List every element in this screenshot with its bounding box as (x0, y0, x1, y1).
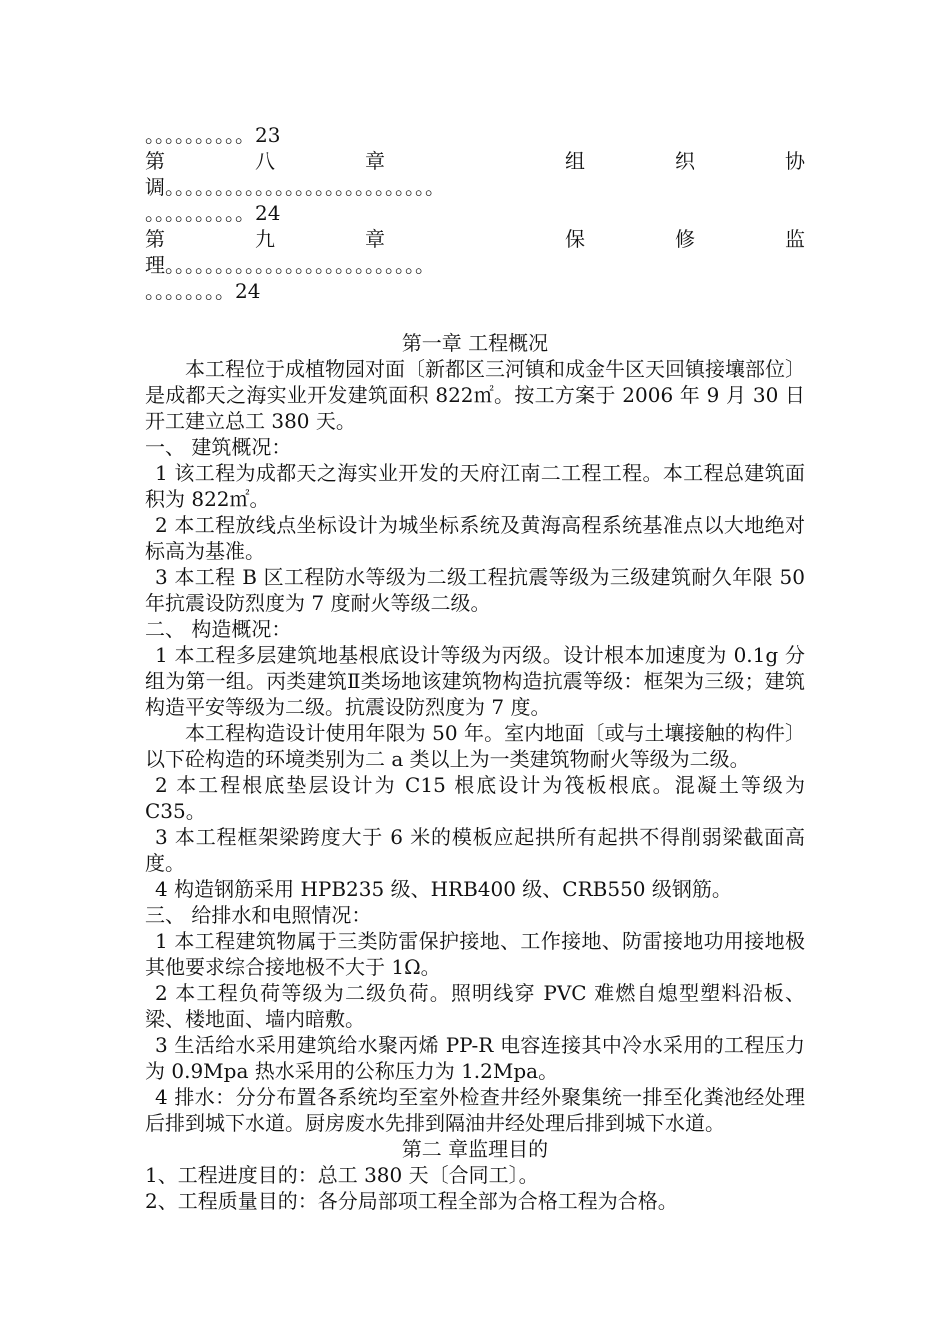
section-heading: 三、 给排水和电照情况： (145, 903, 372, 927)
toc-dots-line: 。。。。。。。。24 (145, 279, 261, 303)
spacer (145, 304, 805, 330)
toc-dots-line: 。。。。。。。。。。23 (145, 123, 281, 147)
toc-chapter-8 (145, 148, 805, 174)
list-item: 4 排水：分分布置各系统均至室外检查井经外聚集统一排至化粪池经处理后排到城下水道。厨房废水先排到隔油井经处理后排到城下水道。 (145, 1085, 805, 1135)
toc-chapter-9-cont: 理。。。。。。。。。。。。。。。。。。。。。。。。。。 (145, 253, 435, 277)
list-item: 1、工程进度目的：总工 380 天〔合同工〕。 (145, 1163, 539, 1187)
list-item: 3 本工程 B 区工程防水等级为二级工程抗震等级为三级建筑耐久年限 50 年抗震设防烈度为 7 度耐火等级二级。 (145, 565, 805, 615)
toc-char: 章 (365, 149, 385, 173)
toc-char: 八 (255, 149, 275, 173)
chapter-1-intro: 本工程位于成植物园对面〔新都区三河镇和成金牛区天回镇接壤部位〕是成都天之海实业开发建筑面积 822㎡。按工方案于 2006 年 9 月 30 日开工建立总工 380 天。 (145, 357, 805, 433)
list-item: 1 该工程为成都天之海实业开发的天府江南二工程工程。本工程总建筑面积为 822㎡。 (145, 461, 805, 511)
list-item: 2、工程质量目的：各分局部项工程全部为合格工程为合格。 (145, 1189, 678, 1213)
toc-char: 第 (145, 227, 165, 251)
toc-char: 协 (785, 149, 805, 173)
list-item: 1 本工程多层建筑地基根底设计等级为丙级。设计根本加速度为 0.1g 分组为第一组。丙类建筑Ⅱ类场地该建筑物构造抗震等级：框架为三级；建筑构造平安等级为二级。抗震设防烈度为 7 度。 (145, 643, 805, 719)
toc-char: 保 (565, 227, 585, 251)
list-item: 2 本工程根底垫层设计为 C15 根底设计为筏板根底。混凝土等级为 C35。 (145, 773, 805, 823)
chapter-2-title: 第二 章监理目的 (401, 1137, 549, 1161)
document-page (145, 122, 805, 1214)
list-item: 3 本工程框架梁跨度大于 6 米的模板应起拱所有起拱不得削弱梁截面高度。 (145, 825, 805, 875)
toc-char: 修 (675, 227, 695, 251)
list-item: 4 构造钢筋采用 HPB235 级、HRB400 级、CRB550 级钢筋。 (155, 877, 732, 901)
list-item: 1 本工程建筑物属于三类防雷保护接地、工作接地、防雷接地功用接地极其他要求综合接地极不大于 1Ω。 (145, 929, 805, 979)
toc-char: 织 (675, 149, 695, 173)
list-item: 2 本工程放线点坐标设计为城坐标系统及黄海高程系统基准点以大地绝对标高为基准。 (145, 513, 805, 563)
list-item: 3 生活给水采用建筑给水聚丙烯 PP-R 电容连接其中冷水采用的工程压力为 0.9Mpa 热水采用的公称压力为 1.2Mpa。 (145, 1033, 805, 1083)
toc-char: 第 (145, 149, 165, 173)
toc-dots-line: 。。。。。。。。。。24 (145, 201, 281, 225)
paragraph: 本工程构造设计使用年限为 50 年。室内地面〔或与土壤接触的构件〕以下砼构造的环境类别为二 a 类以上为一类建筑物耐火等级为二级。 (145, 721, 805, 771)
toc-char: 组 (565, 149, 585, 173)
section-heading: 一、 建筑概况： (145, 435, 292, 459)
chapter-1-title: 第一章 工程概况 (401, 331, 549, 355)
table-of-contents (145, 122, 805, 304)
toc-char: 监 (785, 227, 805, 251)
section-heading: 二、 构造概况： (145, 617, 292, 641)
toc-chapter-8-cont: 调。。。。。。。。。。。。。。。。。。。。。。。。。。。 (145, 175, 445, 199)
toc-chapter-9 (145, 226, 805, 252)
toc-char: 九 (255, 227, 275, 251)
toc-char: 章 (365, 227, 385, 251)
list-item: 2 本工程负荷等级为二级负荷。照明线穿 PVC 难燃自熄型塑料沿板、梁、楼地面、墙内暗敷。 (145, 981, 805, 1031)
